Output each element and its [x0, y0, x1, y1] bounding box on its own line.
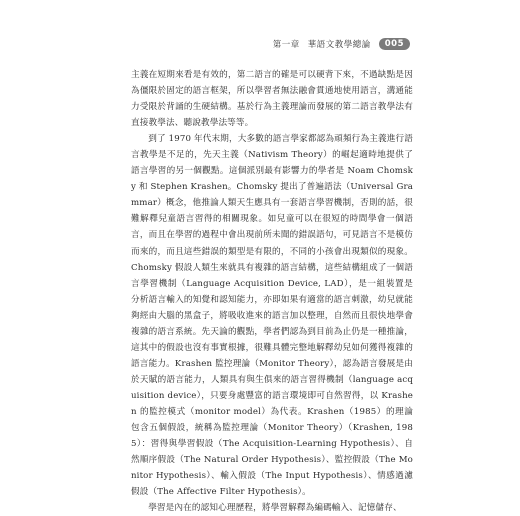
- page-number-badge: 005: [379, 38, 410, 50]
- paragraph-1: 主義在短期來看是有效的，第二語言的確是可以硬背下來，不過缺點是因為僵限於固定的語言框架，所以學習者無法融會貫通地使用語言，溝通能力受限於背誦的生硬結構。基於行為主義理論而發展的第二語言教學法有直接教學法、聽說教學法等等。: [131, 70, 413, 129]
- running-header: [273, 38, 410, 50]
- chapter-label: 第一章: [272, 40, 300, 50]
- book-title: 華語文教學總論: [307, 40, 371, 50]
- body-text: [131, 67, 413, 516]
- paragraph-2: 到了 1970 年代末期，大多數的語言學家都認為頑頻行為主義進行語言教學是不足的，先天主義（Nativism Theory）的崛起適時地提供了語言學習的另一個觀點。這個派別最有影響力的學者是 Noam Chomsky 和 Stephen Krashen。Chomsky 提出了普遍語法（Universal Grammar）概念，他推論人類天生應具有一套語言學習機制，否則的話，很難解釋兒童語言習得的相關現象。如兒童可以在很短的時間學會一個語言，而且在學習的過程中會出現前所未聞的錯誤語句，可見語言不是模仿而來的，而且這些錯誤的類型是有限的，不同的小孩會出現類似的現象。Chomsky 假設人類生來就具有複雜的語言結構，這些結構組成了一個語言學習機制（Language Acquisition Device, LAD），是一組裝置是分析語言輸入的知覺和認知能力，亦即如果有適當的語言刺激，幼兒就能夠經由大腦的黑盒子，將吸收進來的語言加以整理，自然而且很快地學會複雜的語言系統。先天論的觀點，學者們認為到目前為止仍是一種推論，這其中的假設也沒有事實根據，很難具體完整地解釋幼兒如何獲得複雜的語言能力。Krashen 監控理論（Monitor Theory），認為語言發展是由於天賦的語言能力，人類具有與生俱來的語言習得機制（language acquisition device），只要身處豐富的語言環境即可自然習得，以 Krashen 的監控模式（monitor model）為代表。Krashen（1985）的理論包含五個假設，統稱為監控理論（Monitor Theory）（Krashen, 1985）：習得與學習假設（The Acquisition-Learning Hypothesis）、自然順序假設（The Natural Order Hypothesis）、監控假設（The Monitor Hypothesis）、輸入假設（The Input Hypothesis）、情感過濾假設（The Affective Filter Hypothesis）。: [131, 134, 413, 498]
- paragraph-3: 學習是內在的認知心理歷程，將學習解釋為編碼輸入、記憶儲存、: [148, 503, 402, 514]
